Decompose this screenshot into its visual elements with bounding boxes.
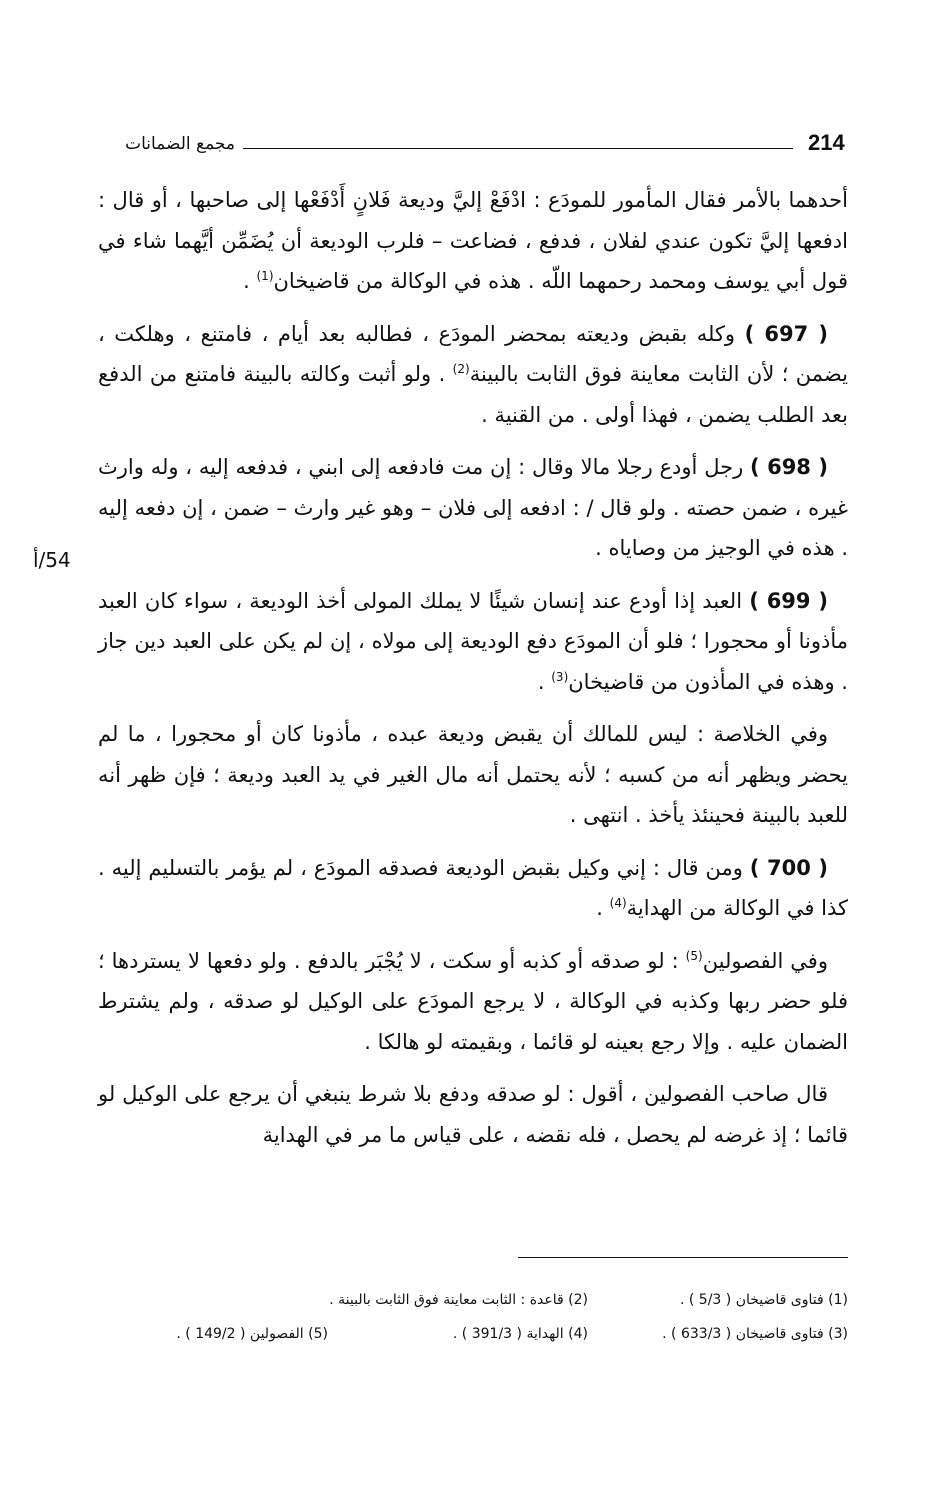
paragraph xyxy=(98,848,848,929)
footnote-marker: (1) xyxy=(256,269,274,283)
paragraph-tail: . ولو أثبت وكالته بالبينة فامتنع من الدفع بعد الطلب يضمن ، فهذا أولى . من القنية . xyxy=(98,362,848,427)
paragraph-text: أحدهما بالأمر فقال المأمور للمودَع : ادْفَعْ إليَّ وديعة فَلانٍ أَدْفَعْها إلى صاحبها ، أو قال : ادفعها إليَّ تكون عندي لفلان ، فدفع ، فضاعت – فلرب الوديعة أن يُضَمِّن أيَّهما شاء في قول أبي يوسف ومحمد رحمهما اللّه . هذه في الوكالة من قاضيخان xyxy=(98,188,848,293)
paragraph xyxy=(98,581,848,703)
margin-folio-note: 54/أ xyxy=(33,548,71,572)
paragraph-ref: ( 698 ) xyxy=(750,455,828,479)
footnote: (1) فتاوى قاضيخان ( 5/3 ) . xyxy=(679,1292,848,1308)
paragraph-text: العبد إذا أودع عند إنسان شيئًا لا يملك المولى أخذ الوديعة ، سواء كان العبد مأذونا أو محجورا ؛ فلو أن المودَع دفع الوديعة إلى مولاه ، إن لم يكن على العبد دين جاز . وهذه في المأذون من قاضيخان xyxy=(98,588,848,694)
paragraph xyxy=(98,1074,848,1155)
footnote-marker: (4) xyxy=(609,896,627,910)
running-title: مجمع الضمانات xyxy=(125,134,235,154)
paragraph xyxy=(98,314,848,436)
paragraph xyxy=(98,180,848,302)
paragraph-text: قال صاحب الفصولين ، أقول : لو صدقه ودفع بلا شرط ينبغي أن يرجع على الوكيل لو قائما ؛ إذ غرضه لم يحصل ، فله نقضه ، على قياس ما مر في الهداية xyxy=(98,1082,848,1147)
paragraph-text: وفي الخلاصة : ليس للمالك أن يقبض وديعة عبده ، مأذونا كان أو محجورا ، ما لم يحضر ويظهر أنه من كسبه ؛ لأنه يحتمل أنه مال الغير في يد العبد وديعة ؛ فإن ظهر أنه للعبد بالبينة فحينئذ يأخذ . انتهى . xyxy=(98,722,848,827)
paragraph xyxy=(98,714,848,836)
footnote: (5) الفصولين ( 149/2 ) . xyxy=(176,1326,328,1342)
paragraph-text: ومن قال : إني وكيل بقبض الوديعة فصدقه المودَع ، لم يؤمر بالتسليم إليه . كذا في الوكالة من الهداية xyxy=(98,855,848,920)
page-number: 214 xyxy=(808,130,845,155)
paragraph-tail: . xyxy=(537,669,552,694)
paragraph xyxy=(98,447,848,569)
paragraph-text: رجل أودع رجلا مالا وقال : إن مت فادفعه إلى ابني ، فدفعه إليه ، وله وارث غيره ، ضمن حصته . ولو قال / : ادفعه إلى فلان – وهو غير وارث – ضمن ، إن دفعه إليه . هذه في الوجيز من وصاياه . xyxy=(98,455,848,560)
footnote-row xyxy=(98,1283,848,1317)
footnote-rule xyxy=(518,1257,848,1258)
paragraph-ref: ( 700 ) xyxy=(749,855,828,880)
paragraph xyxy=(98,941,848,1063)
footnote: (2) قاعدة : الثابت معاينة فوق الثابت بالبينة . xyxy=(329,1292,588,1308)
header-rule xyxy=(243,148,793,149)
footnotes xyxy=(98,1283,848,1351)
paragraph-tail: : لو صدقه أو كذبه أو سكت ، لا يُجْبَر بالدفع . ولو دفعها لا يستردها ؛ فلو حضر ربها وكذبه في الوكالة ، لا يرجع المودَع على الوكيل لو صدقه ، ولم يشترط الضمان عليه . وإلا رجع بعينه لو قائما ، وبقيمته لو هالكا . xyxy=(98,948,848,1054)
footnote-row xyxy=(98,1317,848,1351)
paragraph-ref: ( 699 ) xyxy=(749,588,828,613)
footnote-marker: (3) xyxy=(551,669,569,684)
footnote-marker: (2) xyxy=(452,362,470,376)
paragraph-tail: . xyxy=(596,896,610,920)
paragraph-text: وكله بقبض وديعته بمحضر المودَع ، فطالبه بعد أيام ، فامتنع ، وهلكت ، يضمن ؛ لأن الثابت معاينة فوق الثابت بالبينة xyxy=(98,321,848,386)
footnote-marker: (5) xyxy=(685,948,703,963)
footnote: (3) فتاوى قاضيخان ( 633/3 ) . xyxy=(662,1326,848,1342)
body-text xyxy=(98,180,848,1167)
footnote: (4) الهداية ( 391/3 ) . xyxy=(452,1326,588,1342)
paragraph-ref: ( 697 ) xyxy=(744,321,828,346)
paragraph-text: وفي الفصولين xyxy=(702,948,828,973)
paragraph-tail: . xyxy=(243,269,257,293)
